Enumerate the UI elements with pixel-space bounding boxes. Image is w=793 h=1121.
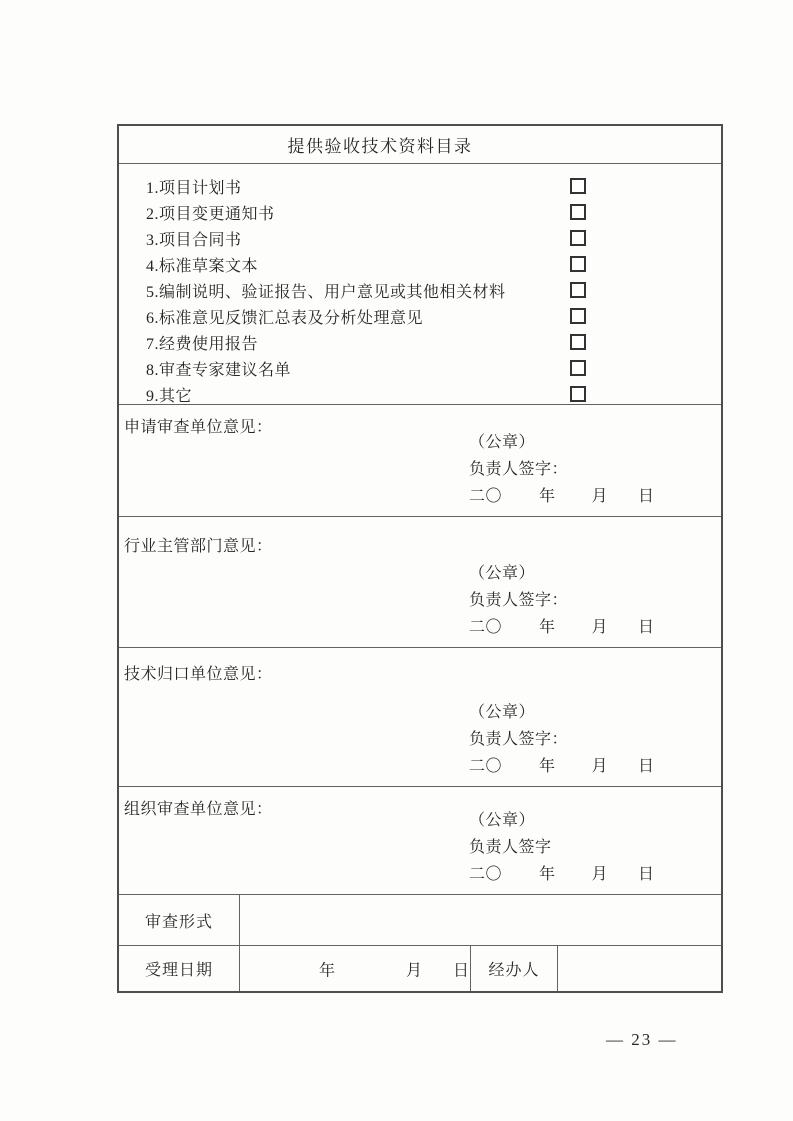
handler-value-cell <box>558 946 721 991</box>
checkbox-icon <box>570 178 586 194</box>
signature-label: 负责人签字 <box>469 839 552 856</box>
handler-label-cell <box>471 946 558 991</box>
review-form-label: 审查形式 <box>144 913 213 931</box>
checklist-item-label: 2.项目变更通知书 <box>146 205 275 223</box>
opinion-section-applicant <box>119 405 721 517</box>
checkbox-icon <box>570 334 586 350</box>
checklist-item <box>119 225 721 251</box>
date-year-label: 年 <box>539 619 556 636</box>
date-month-label: 月 <box>591 866 609 883</box>
checklist-item <box>119 277 721 303</box>
signature-label: 负责人签字： <box>469 461 569 478</box>
checklist-item-label: 8.审查专家建议名单 <box>146 361 292 379</box>
date-day-label: 日 <box>453 962 470 979</box>
checklist-item-label: 6.标准意见反馈汇总表及分析处理意见 <box>146 309 424 327</box>
opinion-section-technical-unit <box>119 648 721 787</box>
checkbox-icon <box>570 256 586 272</box>
form-title: 提供验收技术资料目录 <box>287 137 473 156</box>
checklist-item-label: 4.标准草案文本 <box>146 257 259 275</box>
date-month-label: 月 <box>591 758 609 775</box>
date-era: 二〇 <box>469 758 503 775</box>
checklist-item-label: 1.项目计划书 <box>146 179 242 197</box>
review-form-row <box>119 895 721 946</box>
date-year-label: 年 <box>539 866 556 883</box>
handler-label: 经办人 <box>488 962 540 979</box>
date-line <box>469 861 655 888</box>
seal-label: （公章） <box>469 434 536 451</box>
checklist-item <box>119 381 721 407</box>
review-form-label-cell <box>119 895 240 945</box>
date-day-label: 日 <box>638 866 655 883</box>
checkbox-icon <box>570 282 586 298</box>
date-line <box>469 483 655 510</box>
date-era: 二〇 <box>469 619 503 636</box>
checklist-item-label: 5.编制说明、验证报告、用户意见或其他相关材料 <box>146 283 506 301</box>
seal-label: （公章） <box>469 812 536 829</box>
date-year-label: 年 <box>539 488 556 505</box>
opinion-label: 申请审查单位意见： <box>124 419 273 436</box>
seal-label: （公章） <box>469 565 536 582</box>
checklist-item <box>119 329 721 355</box>
checkbox-icon <box>570 386 586 402</box>
page-number: — 23 — <box>606 1030 678 1049</box>
date-line <box>469 614 655 641</box>
date-day-label: 日 <box>638 488 655 505</box>
checklist-item <box>119 199 721 225</box>
opinion-section-organizing-unit <box>119 787 721 895</box>
seal-label: （公章） <box>469 704 536 721</box>
checklist-item-label: 7.经费使用报告 <box>146 335 259 353</box>
signature-label: 负责人签字： <box>469 731 569 748</box>
acceptance-date-cell <box>240 946 471 991</box>
checklist-item <box>119 173 721 199</box>
checkbox-icon <box>570 360 586 376</box>
date-year-label: 年 <box>319 962 336 979</box>
opinion-section-industry-authority <box>119 517 721 648</box>
form-title-row <box>119 126 721 164</box>
opinion-label: 组织审查单位意见： <box>124 801 273 818</box>
opinion-label: 行业主管部门意见： <box>124 538 273 555</box>
date-month-label: 月 <box>406 962 423 979</box>
signature-block <box>469 429 655 510</box>
acceptance-form-table <box>117 124 723 993</box>
signature-block <box>469 699 655 780</box>
checklist-section <box>119 164 721 405</box>
date-era: 二〇 <box>469 866 503 883</box>
checklist-item <box>119 303 721 329</box>
opinion-label: 技术归口单位意见： <box>124 666 273 683</box>
date-day-label: 日 <box>638 619 655 636</box>
date-year-label: 年 <box>539 758 556 775</box>
checkbox-icon <box>570 308 586 324</box>
date-day-label: 日 <box>638 758 655 775</box>
signature-block <box>469 560 655 641</box>
review-form-value-cell <box>240 895 721 945</box>
signature-label: 负责人签字： <box>469 592 569 609</box>
acceptance-label-cell <box>119 946 240 991</box>
acceptance-label: 受理日期 <box>144 962 213 979</box>
date-era: 二〇 <box>469 488 503 505</box>
checklist-item-label: 3.项目合同书 <box>146 231 242 249</box>
signature-block <box>469 807 655 888</box>
date-month-label: 月 <box>591 619 609 636</box>
checklist-item-label: 9.其它 <box>146 387 193 405</box>
checkbox-icon <box>570 204 586 220</box>
checklist-item <box>119 355 721 381</box>
date-month-label: 月 <box>591 488 609 505</box>
checkbox-icon <box>570 230 586 246</box>
acceptance-date-row <box>119 946 721 991</box>
checklist-item <box>119 251 721 277</box>
date-line <box>469 753 655 780</box>
